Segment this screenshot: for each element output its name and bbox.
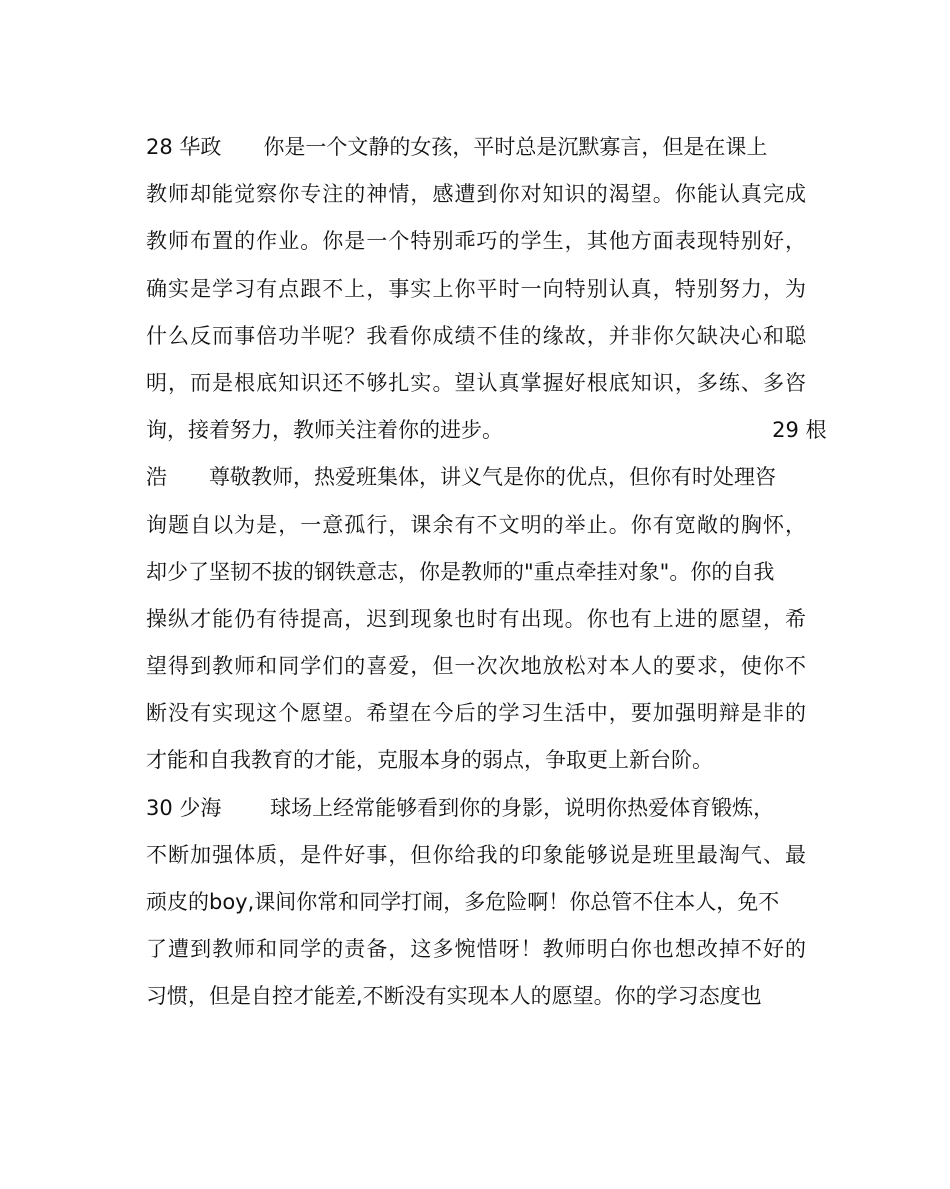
text-line: 断没有实现这个愿望。希望在今后的学习生活中，要加强明辩是非的 (146, 701, 806, 726)
text-line: 望得到教师和同学们的喜爱，但一次次地放松对本人的要求，使你不 (146, 654, 806, 679)
text-line: 什么反而事倍功半呢？我看你成绩不佳的缘故，并非你欠缺决心和聪 (146, 323, 806, 348)
text-line: 询，接着努力，教师关注着你的进步。 29 根 (146, 418, 827, 443)
text-line: 操纵才能仍有待提高，迟到现象也时有出现。你也有上进的愿望，希 (146, 606, 806, 631)
text-line: 习惯，但是自控才能差,不断没有实现本人的愿望。你的学习态度也 (146, 984, 762, 1009)
text-line: 教师布置的作业。你是一个特别乖巧的学生，其他方面表现特别好， (146, 229, 806, 254)
text-line: 顽皮的boy,课间你常和同学打闹，多危险啊！你总管不住本人，免不 (146, 890, 780, 914)
text-line: 28 华政 你是一个文静的女孩，平时总是沉默寡言，但是在课上 (146, 135, 768, 159)
text-line: 才能和自我教育的才能，克服本身的弱点，争取更上新台阶。 (146, 748, 713, 773)
text-line: 询题自以为是，一意孤行，课余有不文明的举止。你有宽敞的胸怀， (146, 512, 806, 537)
text-line: 教师却能觉察你专注的神情，感遭到你对知识的渴望。你能认真完成 (146, 182, 806, 207)
comment-text-block (146, 128, 827, 1025)
text-line: 却少了坚韧不拔的钢铁意志，你是教师的"重点牵挂对象"。你的自我 (146, 559, 775, 584)
text-line: 了遭到教师和同学的责备，这多惋惜呀！教师明白你也想改掉不好的 (146, 937, 806, 962)
text-line: 不断加强体质，是件好事，但你给我的印象能够说是班里最淘气、最 (146, 842, 806, 867)
text-line: 确实是学习有点跟不上，事实上你平时一向特别认真，特别努力，为 (146, 276, 806, 301)
text-line: 明，而是根底知识还不够扎实。望认真掌握好根底知识，多练、多咨 (146, 370, 806, 395)
text-line: 30 少海 球场上经常能够看到你的身影，说明你热爱体育锻炼， (146, 795, 775, 820)
text-line: 浩 尊敬教师，热爱班集体，讲义气是你的优点，但你有时处理咨 (146, 465, 776, 490)
